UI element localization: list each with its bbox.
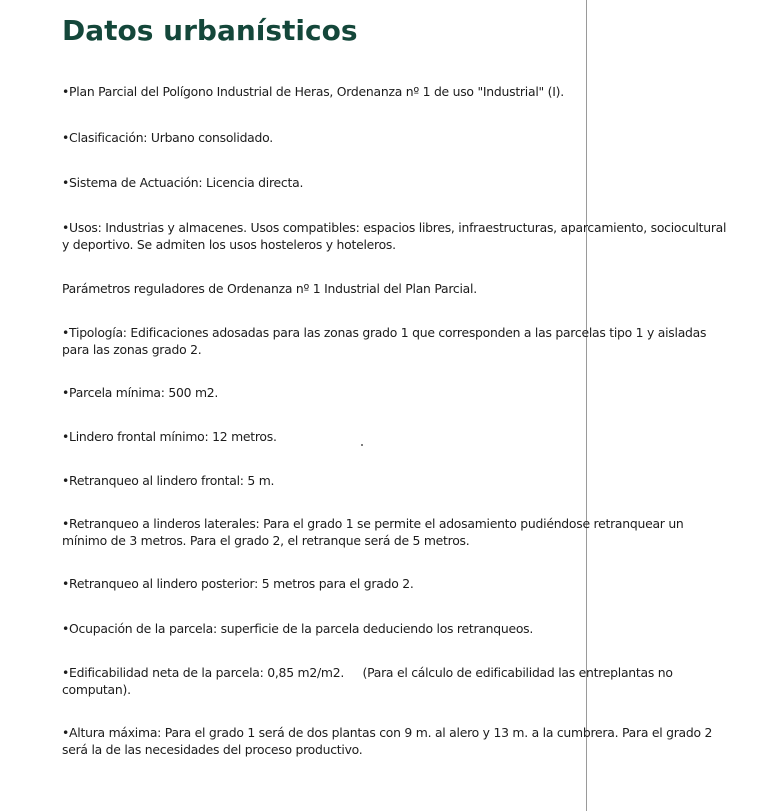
paragraph-retranqueo-posterior: •Retranqueo al lindero posterior: 5 metros para el grado 2. <box>62 576 414 591</box>
paragraph-clasificacion: •Clasificación: Urbano consolidado. <box>62 130 273 145</box>
paragraph-ocupacion: •Ocupación de la parcela: superficie de la parcela deduciendo los retranqueos. <box>62 621 534 636</box>
paragraph-tipologia: •Tipología: Edificaciones adosadas para las zonas grado 1 que corresponden a las parcelas tipo 1 y aisladas para las zonas grado 2. <box>62 325 707 357</box>
page-title: Datos urbanísticos <box>62 14 358 47</box>
paragraph-lindero-frontal: •Lindero frontal mínimo: 12 metros. <box>62 429 277 444</box>
paragraph-usos: •Usos: Industrias y almacenes. Usos compatibles: espacios libres, infraestructuras, aparcamiento, sociocultural y deportivo. Se admiten los usos hosteleros y hoteleros. <box>62 220 727 252</box>
paragraph-sistema-actuacion: •Sistema de Actuación: Licencia directa. <box>62 175 304 190</box>
paragraph-plan-parcial: •Plan Parcial del Polígono Industrial de Heras, Ordenanza nº 1 de uso "Industrial" (I). <box>62 84 564 99</box>
paragraph-edificabilidad: •Edificabilidad neta de la parcela: 0,85 m2/m2. (Para el cálculo de edificabilidad las entreplantas no computan). <box>62 665 677 697</box>
paragraph-parametros: Parámetros reguladores de Ordenanza nº 1 Industrial del Plan Parcial. <box>62 281 477 296</box>
paragraph-parcela-minima: •Parcela mínima: 500 m2. <box>62 385 219 400</box>
paragraph-retranqueo-laterales: •Retranqueo a linderos laterales: Para el grado 1 se permite el adosamiento pudiéndose retranquear un mínimo de 3 metros. Para el grado 2, el retranque será de 5 metros. <box>62 516 684 548</box>
paragraph-retranqueo-frontal: •Retranqueo al lindero frontal: 5 m. <box>62 473 275 488</box>
paragraph-altura-maxima: •Altura máxima: Para el grado 1 será de dos plantas con 9 m. al alero y 13 m. a la cumbrera. Para el grado 2 será la de las necesidades del proceso productivo. <box>62 725 713 757</box>
